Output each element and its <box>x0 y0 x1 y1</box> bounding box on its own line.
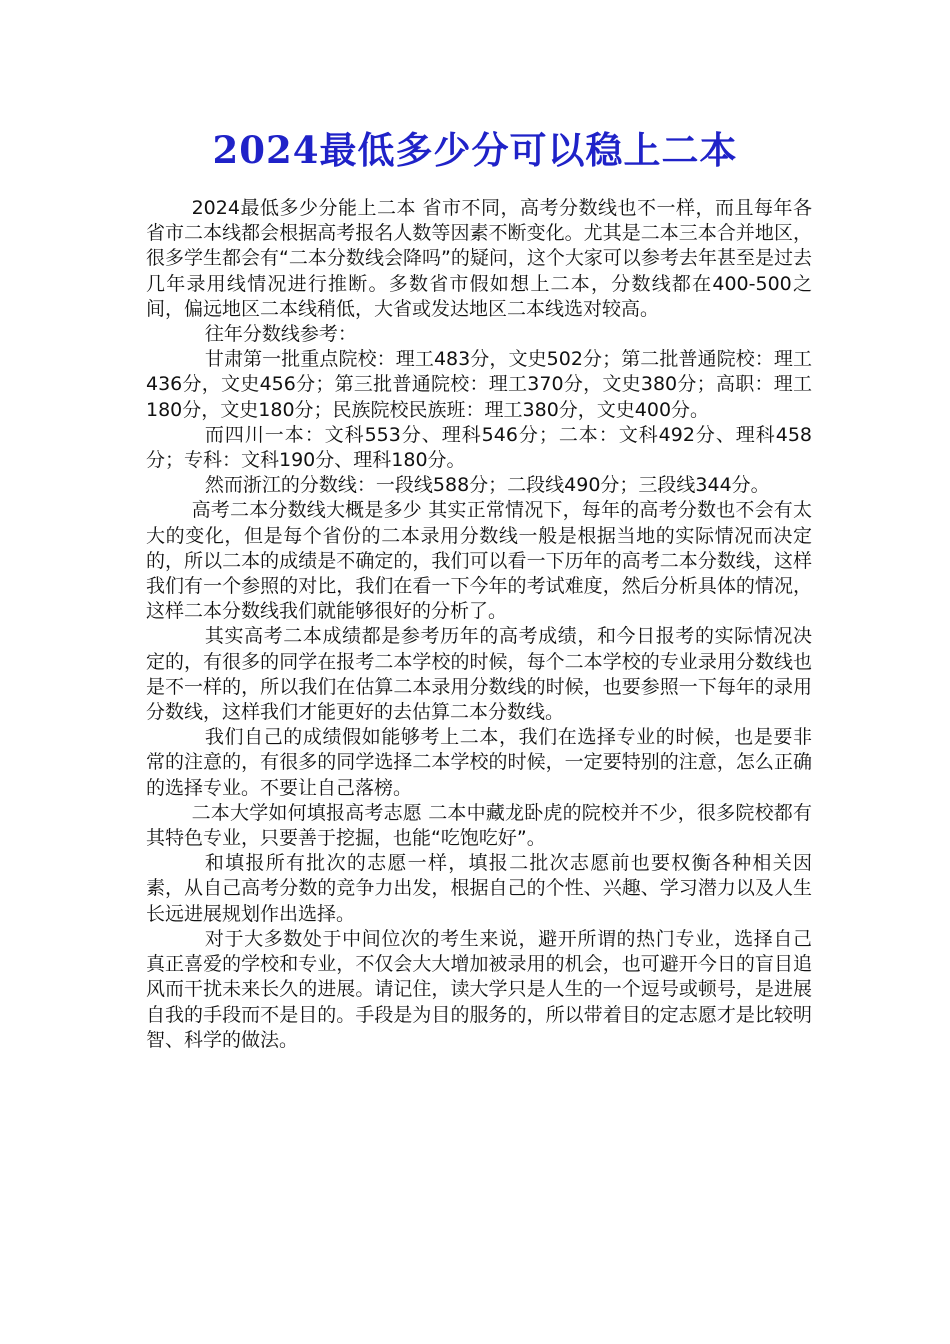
paragraph-zhejiang: 然而浙江的分数线：一段线588分；二段线490分；三段线344分。 <box>204 474 770 497</box>
paragraph-reference-history: 其实高考二本成绩都是参考历年的高考成绩，和今日报考的实际情况决定的，有很多的同学在报考二本学校的时候，每个二本学校的专业录用分数线也是不一样的，所以我们在估算二本录用分数线的时候，也要参照一下每年的录用分数线，这样我们才能更好的去估算二本分数线。 <box>146 625 812 724</box>
paragraph-past-lines-heading: 往年分数线参考： <box>204 323 357 346</box>
document-title: 2024最低多少分可以稳上二本 <box>212 128 738 172</box>
paragraph-how-to-apply: 二本大学如何填报高考志愿 二本中藏龙卧虎的院校并不少，很多院校都有其特色专业，只要善于挖掘，也能“吃饱吃好”。 <box>146 801 812 850</box>
paragraph-intro: 2024最低多少分能上二本 省市不同，高考分数线也不一样，而且每年各省市二本线都会根据高考报名人数等因素不断变化。尤其是二本三本合并地区，很多学生都会有“二本分数线会降吗”的疑问，这个大家可以参考去年甚至是过去几年录用线情况进行推断。多数省市假如想上二本，分数线都在400-500之间，偏远地区二本线稍低，大省或发达地区二本线选对较高。 <box>146 197 812 320</box>
paragraph-advice: 对于大多数处于中间位次的考生来说，避开所谓的热门专业，选择自己真正喜爱的学校和专业，不仅会大大增加被录用的机会，也可避开今日的盲目追风而干扰未来长久的进展。请记住，读大学只是人生的一个逗号或顿号，是进展自我的手段而不是目的。手段是为目的服务的，所以带着目的定志愿才是比较明智、科学的做法。 <box>146 927 812 1051</box>
document-body <box>146 196 812 1053</box>
paragraph-gansu: 甘肃第一批重点院校：理工483分，文史502分；第二批普通院校：理工436分，文史456分；第三批普通院校：理工370分，文史380分；高职：理工180分，文史180分；民族院校民族班：理工380分，文史400分。 <box>146 348 812 421</box>
paragraph-weigh-factors: 和填报所有批次的志愿一样，填报二批次志愿前也要权衡各种相关因素，从自己高考分数的竞争力出发，根据自己的个性、兴趣、学习潜力以及人生长远进展规划作出选择。 <box>146 852 812 925</box>
paragraph-second-tier-line: 高考二本分数线大概是多少 其实正常情况下，每年的高考分数也不会有太大的变化，但是每个省份的二本录用分数线一般是根据当地的实际情况而决定的，所以二本的成绩是不确定的，我们可以看一下历年的高考二本分数线，这样我们有一个参照的对比，我们在看一下今年的考试难度，然后分析具体的情况，这样二本分数线我们就能够很好的分析了。 <box>146 499 812 623</box>
paragraph-sichuan: 而四川一本：文科553分、理科546分；二本：文科492分、理科458分；专科：文科190分、理科180分。 <box>146 423 812 472</box>
paragraph-choose-major: 我们自己的成绩假如能够考上二本，我们在选择专业的时候，也是要非常的注意的，有很多的同学选择二本学校的时候，一定要特别的注意，怎么正确的选择专业。不要让自己落榜。 <box>146 726 812 799</box>
